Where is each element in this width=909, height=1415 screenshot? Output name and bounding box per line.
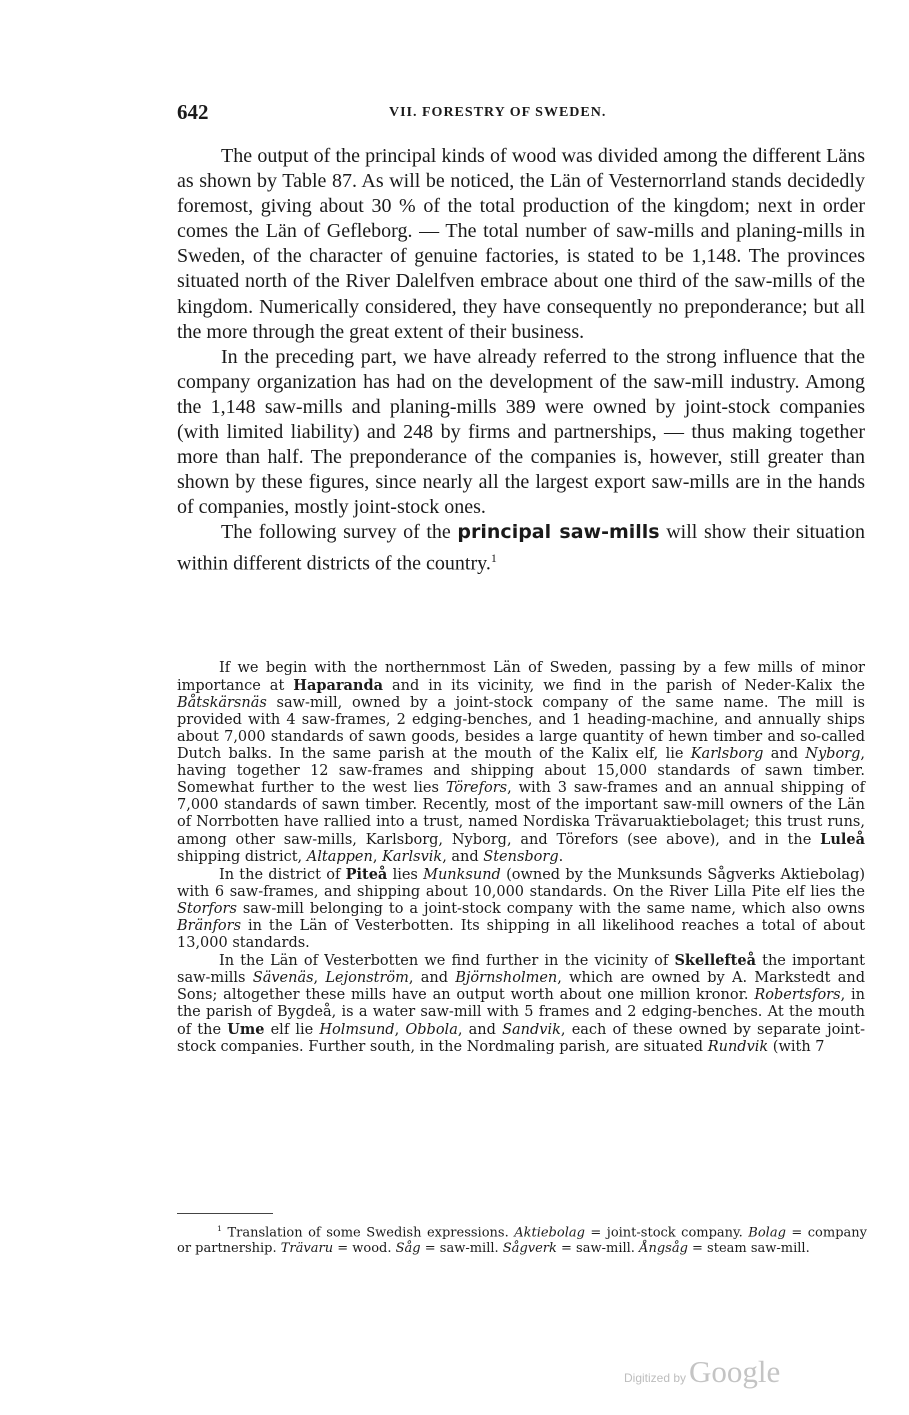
paragraph-company-organization: In the preceding part, we have already referred to the strong influence that the company organization has had on the development of the saw-mill industry. Among the 1,148 saw-mills and planing-mills 389 were owned by joint-stock companies (with limited liability) and 248 by firms and partnerships, — thus making together more than half. The preponderance of the companies is, however, still greater than shown by these figures, since nearly all the largest export saw-mills are in the hands of companies, mostly joint-stock ones. <box>177 345 865 519</box>
page-number: 642 <box>177 100 209 124</box>
paragraph-survey: The following survey of the principal saw-mills will show their situation within different districts of the country.$^1$ <box>177 521 865 575</box>
section-norrbotten: If we begin with the northernmost Län of Sweden, passing by a few mills of minor importance at Haparanda and in its vicinity, we find in the parish of Neder-Kalix the Båtskärsnäs saw-mill, owned by a joint-stock company of the same name. The mill is provided with 4 saw-frames, 2 edging-benches, and 1 heading-machine, and annually ships about 7,000 standards of sawn goods, besides a large quantity of hewn timber and so-called Dutch balks. In the same parish at the mouth of the Kalix elf, lie Karlsborg and Nyborg, having together 12 saw-frames and shipping about 15,000 standards of sawn timber. Somewhat further to the west lies Törefors, with 3 saw-frames and an annual shipping of 7,000 standards of sawn timber. Recently, most of the important saw-mill owners of the Län of Norrbotten have rallied into a trust, named Nordiska Trävaruaktiebolaget; this trust runs, among other saw-mills, Karlsborg, Nyborg, and Törefors (see above), and in the Luleå shipping district, Altappen, Karlsvik, and Stensborg. <box>177 660 866 865</box>
watermark-prefix: Digitized by <box>624 1371 687 1385</box>
page-header <box>177 100 865 130</box>
main-body <box>177 144 865 576</box>
digitized-watermark <box>624 1354 780 1390</box>
footnote-mark: 1 <box>217 1224 222 1233</box>
running-head: VII. FORESTRY OF SWEDEN. <box>389 105 607 120</box>
footnote-reference: 1 <box>490 550 497 565</box>
saw-mill-survey <box>177 660 865 1056</box>
google-logo: Google <box>689 1354 781 1389</box>
footnote-divider <box>177 1213 273 1214</box>
footnote: $^1$ Translation of some Swedish expressions. Aktiebolag = joint-stock company. Bolag = company or partnership. Trävaru = wood. Såg = saw-mill. Sågverk = saw-mill. Ångsåg = steam saw-mill. <box>177 1224 867 1257</box>
section-vesterbotten: In the Län of Vesterbotten we find further in the vicinity of Skellefteå the important saw-mills Sävenäs, Lejonström, and Björnsholmen, which are owned by A. Markstedt and Sons; altogether these mills have an output worth about one million kronor. Robertsfors, in the parish of Bygdeå, is a water saw-mill with 5 frames and 2 edging-benches. At the mouth of the Ume elf lie Holmsund, Obbola, and Sandvik, each of these owned by separate joint-stock companies. Further south, in the Nordmaling parish, are situated Rundvik (with 7 <box>177 952 866 1055</box>
survey-bold-phrase: principal saw-mills <box>457 521 660 544</box>
section-pitea: In the district of Piteå lies Munksund (owned by the Munksunds Sågverks Aktiebolag) with 6 saw-frames, and shipping about 10,000 standards. On the River Lilla Pite elf lies the Storfors saw-mill belonging to a joint-stock company with the same name, which also owns Bränfors in the Län of Vesterbotten. Its shipping in all likelihood reaches a total of about 13,000 standards. <box>177 866 866 951</box>
paragraph-output: The output of the principal kinds of wood was divided among the different Läns as shown by Table 87. As will be noticed, the Län of Vesternorrland stands decidedly foremost, giving about 30 % of the total production of the kingdom; next in order comes the Län of Gefleborg. — The total number of saw-mills and planing-mills in Sweden, of the character of genuine factories, is stated to be 1,148. The provinces situated north of the River Dalelfven embrace about one third of the saw-mills of the kingdom. Numerically considered, they have consequently no preponderance; but all the more through the great extent of their business. <box>177 145 865 343</box>
